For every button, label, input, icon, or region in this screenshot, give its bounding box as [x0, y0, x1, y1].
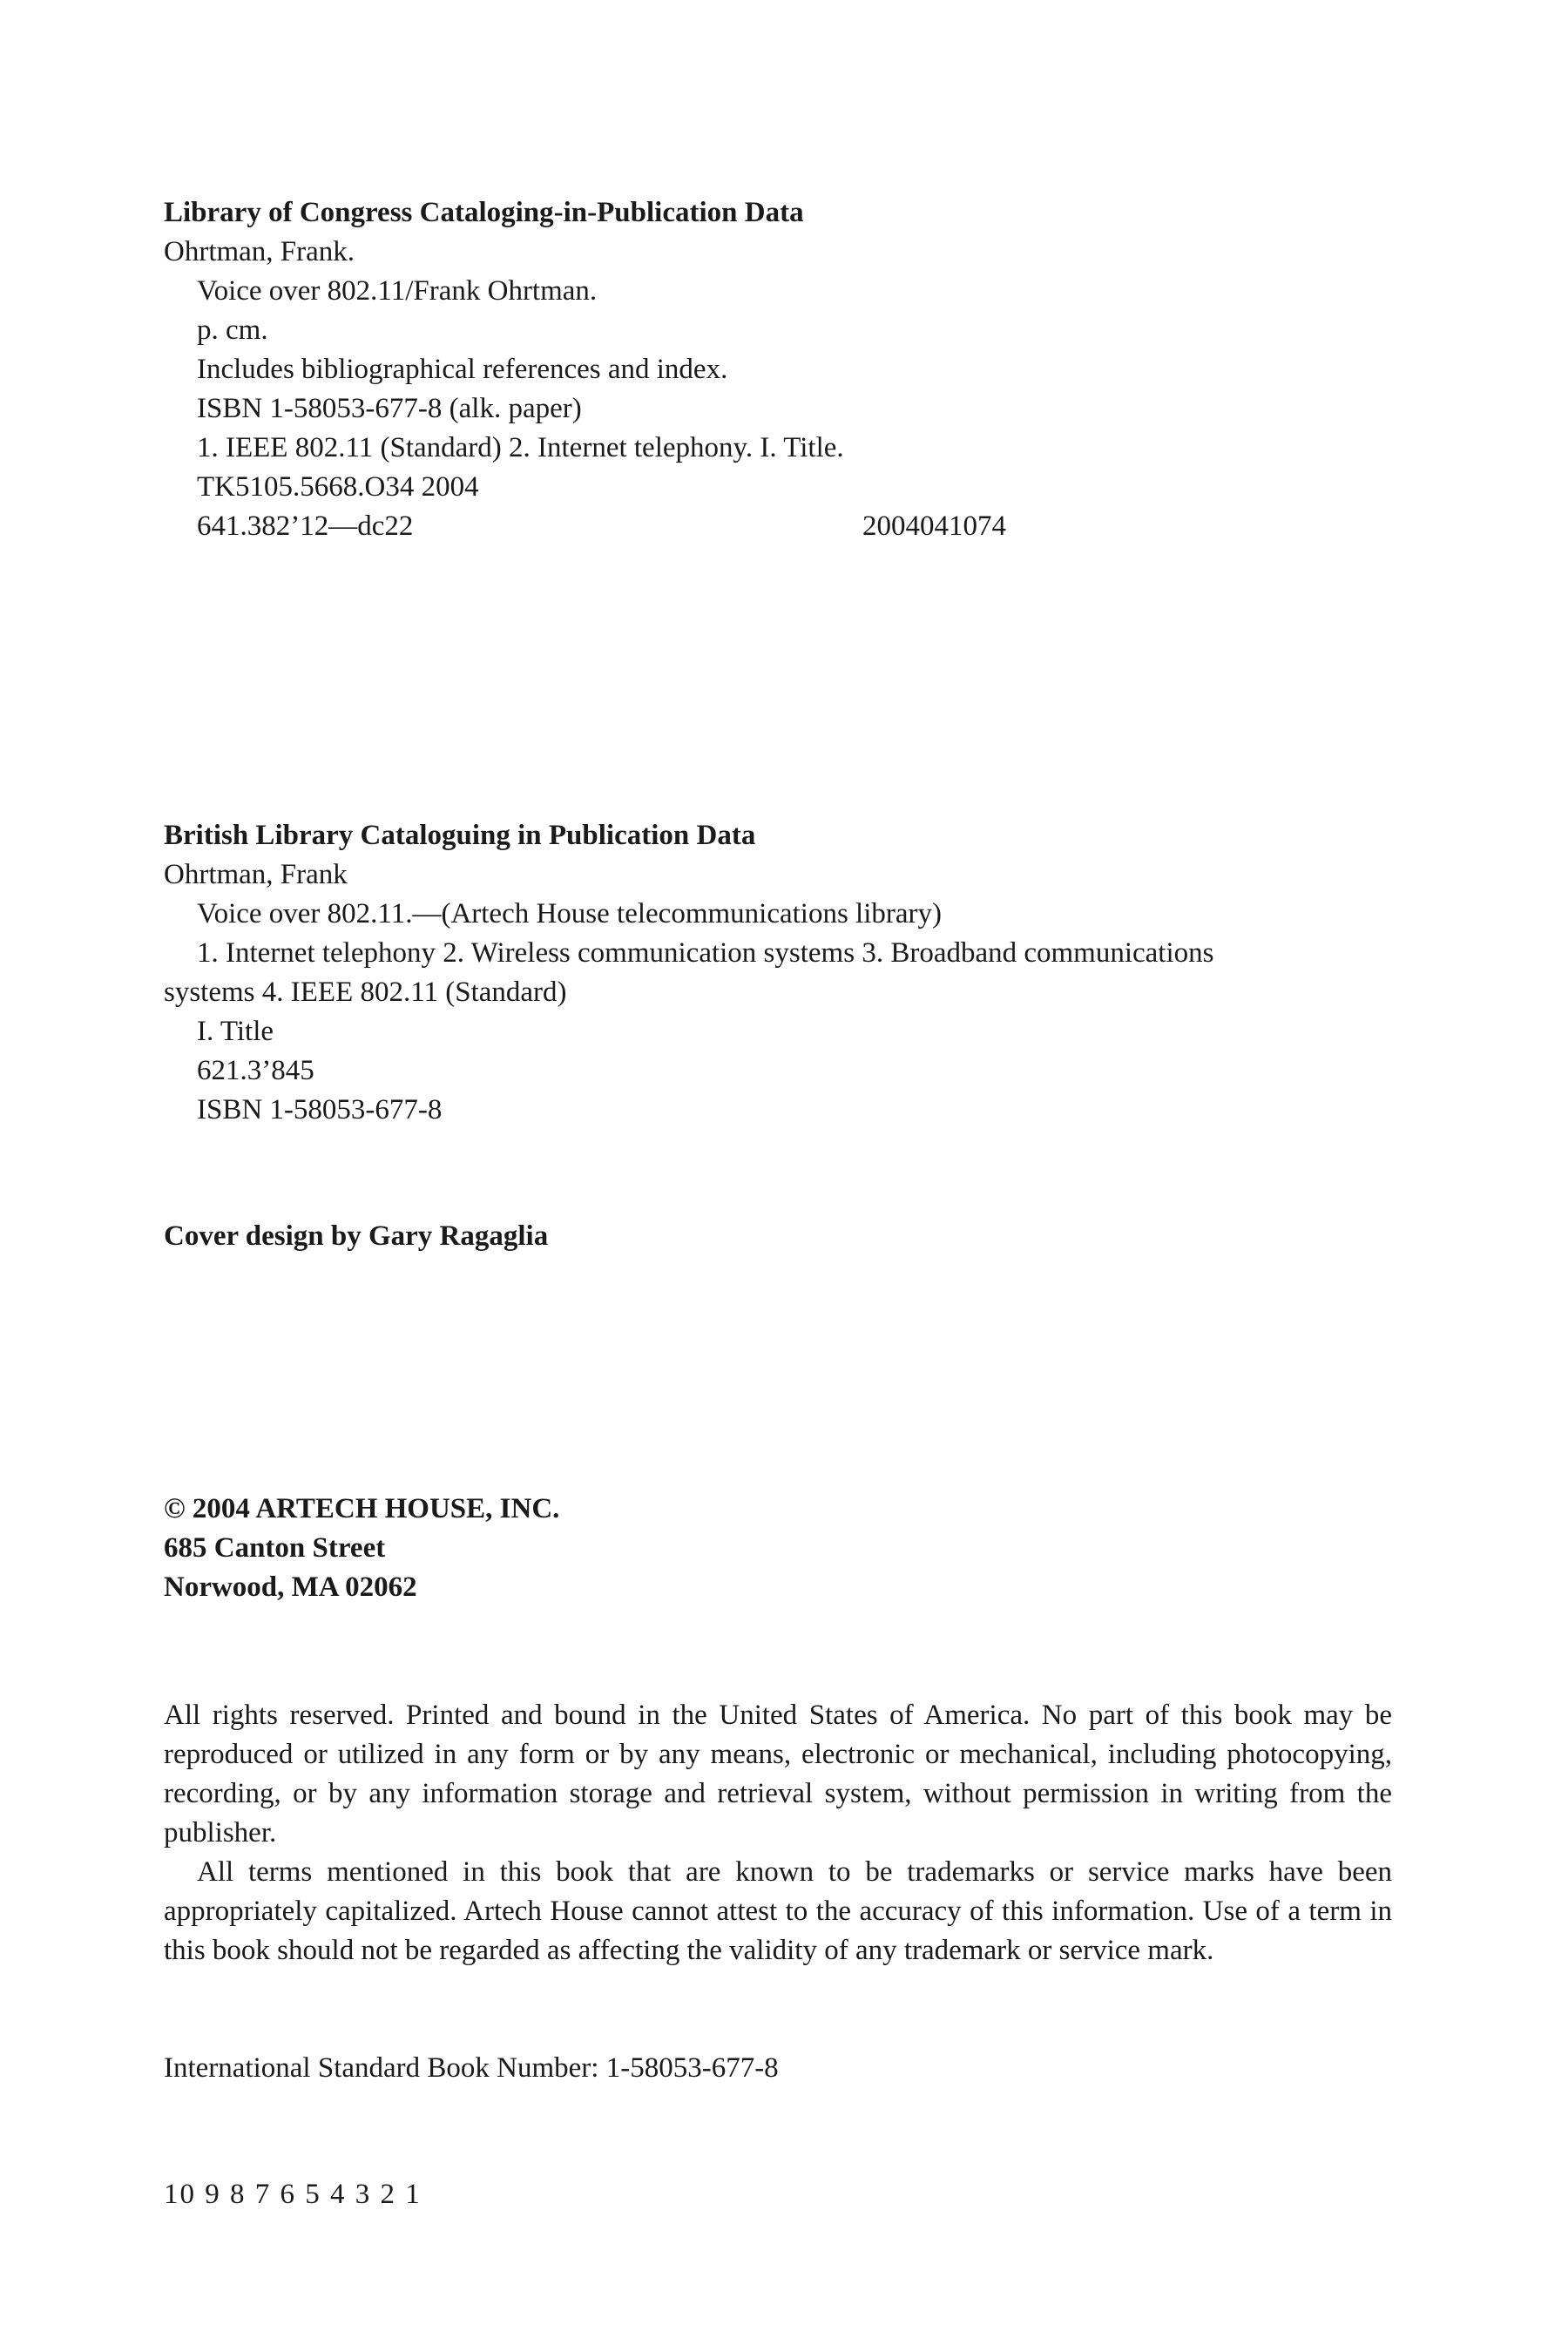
loc-call-number: TK5105.5668.O34 2004 — [197, 471, 479, 503]
british-classification: 621.3’845 — [197, 1055, 314, 1086]
cover-credit: Cover design by Gary Ragaglia — [164, 1220, 549, 1252]
british-isbn: ISBN 1-58053-677-8 — [197, 1094, 443, 1125]
rights-paragraph: All rights reserved. Printed and bound in the United States of America. No part of this book may be reproduced or utilized in any form or by any means, electronic or mechanical, including photocopying, recording, or by any information storage and retrieval system, without permission in writing from the publisher. — [164, 1700, 1392, 1848]
loc-pages: p. cm. — [197, 314, 268, 346]
isbn-statement: International Standard Book Number: 1-58053-677-8 — [164, 2052, 779, 2084]
loc-author: Ohrtman, Frank. — [164, 236, 355, 267]
british-subjects-line1: 1. Internet telephony 2. Wireless communication systems 3. Broadband communications — [197, 937, 1214, 969]
british-cip-block — [164, 816, 1392, 1130]
loc-isbn: ISBN 1-58053-677-8 (alk. paper) — [197, 393, 582, 424]
loc-includes: Includes bibliographical references and index. — [197, 354, 728, 385]
british-subjects-line2: systems 4. IEEE 802.11 (Standard) — [164, 977, 567, 1008]
loc-subjects: 1. IEEE 802.11 (Standard) 2. Internet telephony. I. Title. — [197, 432, 844, 463]
loc-title-line: Voice over 802.11/Frank Ohrtman. — [197, 275, 598, 307]
british-title-line: Voice over 802.11.—(Artech House telecommunications library) — [197, 898, 943, 929]
copyright-line: © 2004 ARTECH HOUSE, INC. — [164, 1493, 560, 1524]
british-author: Ohrtman, Frank — [164, 859, 348, 890]
loc-heading: Library of Congress Cataloging-in-Publication Data — [164, 197, 804, 228]
british-title: I. Title — [197, 1016, 274, 1047]
publisher-street: 685 Canton Street — [164, 1532, 386, 1564]
loc-lccn: 2004041074 — [862, 510, 1006, 542]
loc-dewey-row — [164, 507, 1392, 546]
publisher-block — [164, 1490, 1392, 1607]
british-heading: British Library Cataloguing in Publication Data — [164, 820, 756, 851]
loc-cip-block — [164, 193, 1392, 546]
loc-dewey: 641.382’12—dc22 — [197, 510, 414, 542]
trademark-paragraph: All terms mentioned in this book that are known to be trademarks or service marks have been appropriately capitalized. Artech House cannot attest to the accuracy of this information. Use of a term in this book should not be regarded as affecting the validity of any trademark or service mark. — [164, 1856, 1392, 1966]
publisher-city: Norwood, MA 02062 — [164, 1571, 417, 1603]
printing-line: 10 9 8 7 6 5 4 3 2 1 — [164, 2179, 422, 2210]
